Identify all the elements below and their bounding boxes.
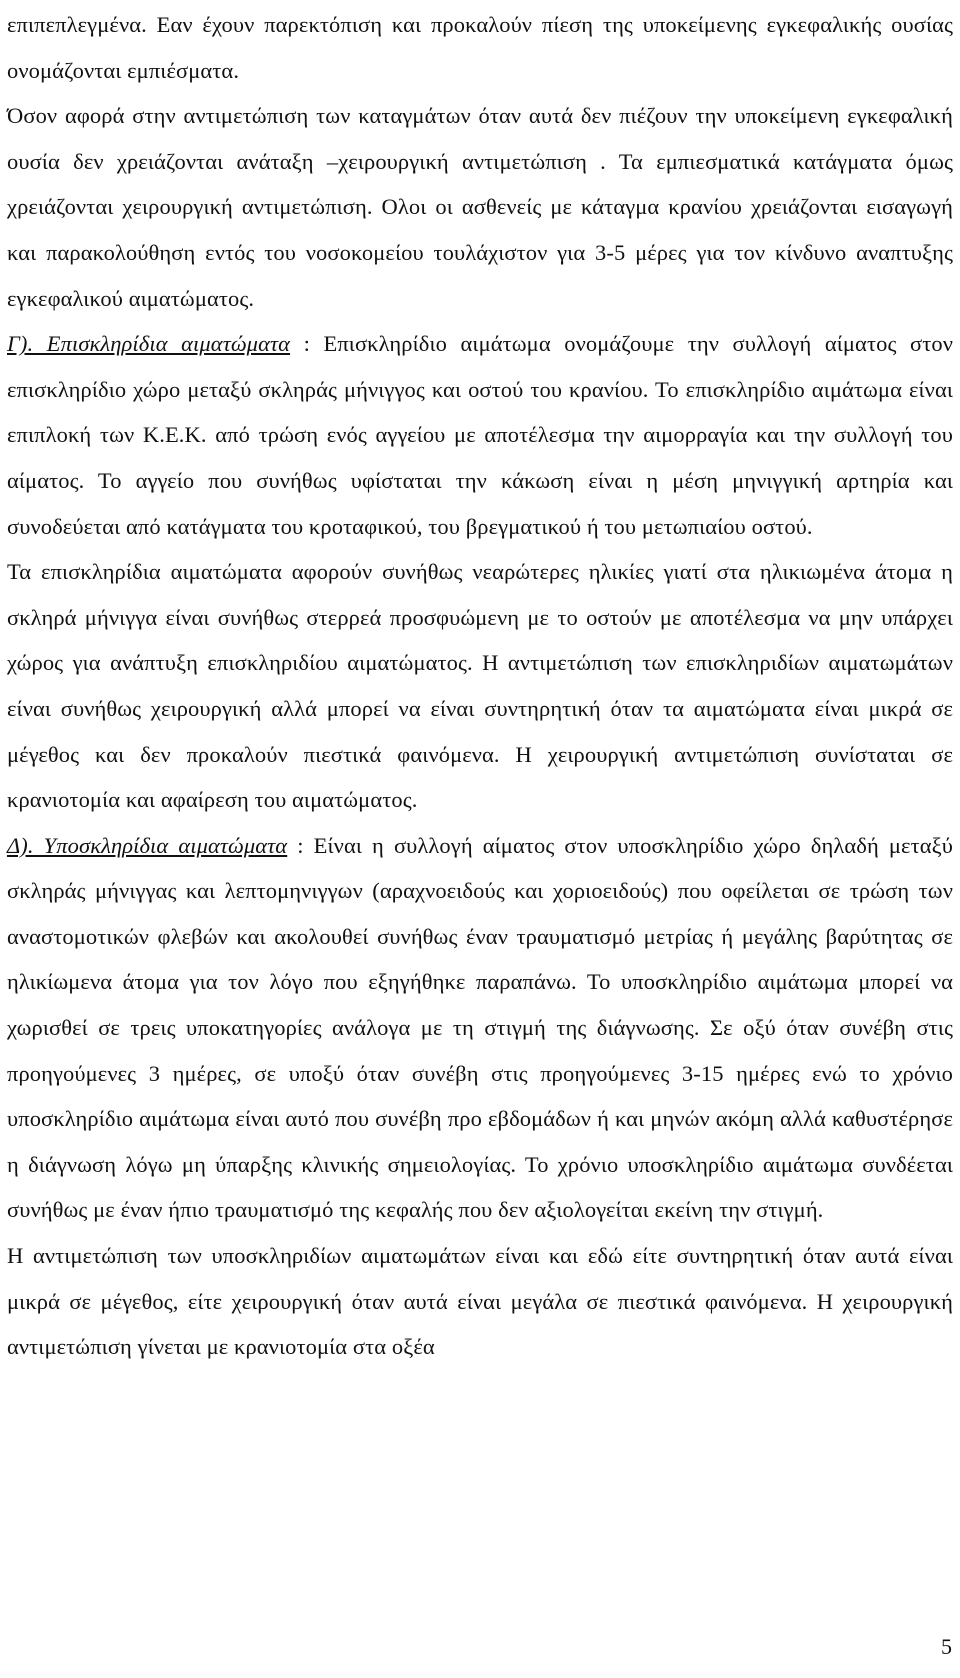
paragraph-text: επιπεπλεγμένα. Εαν έχουν παρεκτόπιση και προκαλούν πίεση της υποκείμενης εγκεφαλικής ουσίας ονομάζονται εμπιέσματα. [7,12,953,83]
paragraph-epidural-hematomas [7,321,953,549]
paragraph-text: Η αντιμετώπιση των υποσκληριδίων αιματωμάτων είναι και εδώ είτε συντηρητική όταν αυτά είναι μικρά σε μέγεθος, είτε χειρουργική όταν αυτά είναι μεγάλα σε πιεστικά φαινόμενα. Η χειρουργική αντιμετώπιση γίνεται με κρανιοτομία στα οξέα [7,1243,953,1360]
paragraph-text: Επισκληρίδιο αιμάτωμα ονομάζουμε την συλλογή αίματος στον επισκληρίδιο χώρο μεταξύ σκληράς μήνιγγος και οστού του κρανίου. Το επισκληρίδιο αιμάτωμα είναι επιπλοκή των Κ.Ε.Κ. από τρώση ενός αγγείου με αποτέλεσμα την αιμορραγία και την συλλογή του αίματος. Το αγγείο που συνήθως υφίσταται την κάκωση είναι η μέση μηνιγγική αρτηρία και συνοδεύεται από κατάγματα του κροταφικού, του βρεγματικού ή του μετωπιαίου οστού. [7,331,953,539]
paragraph-fractures-intro [7,2,953,93]
paragraph-text: Τα επισκληρίδια αιματώματα αφορούν συνήθως νεαρώτερες ηλικίες γιατί στα ηλικιωμένα άτομα η σκληρά μήνιγγα είναι συνήθως στερρεά προσφυώμενη με το οστούν με αποτέλεσμα να μην υπάρχει χώρος για ανάπτυξη επισκληριδίου αιματώματος. Η αντιμετώπιση των επισκληριδίων αιματωμάτων είναι συνήθως χειρουργική αλλά μπορεί να είναι συντηρητική όταν τα αιματώματα είναι μικρά σε μέγεθος και δεν προκαλούν πιεστικά φαινόμενα. Η χειρουργική αντιμετώπιση συνίσταται σε κρανιοτομία και αφαίρεση του αιματώματος. [7,559,953,813]
heading-separator: : [287,832,314,858]
section-heading-epidural: Γ). Επισκληρίδια αιματώματα [7,331,291,357]
document-body [7,2,953,1370]
heading-separator: : [290,331,324,357]
paragraph-text: Όσον αφορά στην αντιμετώπιση των καταγμάτων όταν αυτά δεν πιέζουν την υποκείμενη εγκεφαλική ουσία δεν χρειάζονται ανάταξη –χειρουργική αντιμετώπιση . Τα εμπιεσματικά κατάγματα όμως χρειάζονται χειρουργική αντιμετώπιση. Ολοι οι ασθενείς με κάταγμα κρανίου χρειάζονται εισαγωγή και παρακολούθηση εντός του νοσοκομείου τουλάχιστον για 3-5 μέρες για τον κίνδυνο αναπτυξης εγκεφαλικού αιματώματος. [7,103,953,311]
section-heading-subdural: Δ). Υποσκληρίδια αιματώματα [7,832,288,858]
paragraph-subdural-treatment [7,1233,953,1370]
paragraph-epidural-treatment [7,549,953,823]
paragraph-subdural-hematomas [7,823,953,1233]
paragraph-text: Είναι η συλλογή αίματος στον υποσκληρίδιο χώρο δηλαδή μεταξύ σκληράς μήνιγγας και λεπτομηνιγγων (αραχνοειδούς και χοριοειδούς) που οφείλεται σε τρώση των αναστομοτικών φλεβών και ακολουθεί συνήθως έναν τραυματισμό μετρίας ή μεγάλης βαρύτητας σε ηλικίωμενα άτομα για τον λόγο που εξηγήθηκε παραπάνω. Το υποσκληρίδιο αιμάτωμα μπορεί να χωρισθεί σε τρεις υποκατηγορίες ανάλογα με τη στιγμή της διάγνωσης. Σε οξύ όταν συνέβη στις προηγούμενες 3 ημέρες, σε υποξύ όταν συνέβη στις προηγούμενες 3-15 ημέρες ενώ το χρόνιο υποσκληρίδιο αιμάτωμα είναι αυτό που συνέβη προ εβδομάδων ή και μηνών ακόμη αλλά καθυστέρησε η διάγνωση λόγω μη ύπαρξης κλινικής σημειολογίας. Το χρόνιο υποσκληρίδιο αιμάτωμα συνδέεται συνήθως με έναν ήπιο τραυματισμό της κεφαλής που δεν αξιολογείται εκείνη την στιγμή. [7,832,953,1223]
paragraph-fracture-treatment [7,93,953,321]
page-number: 5 [941,1634,952,1659]
